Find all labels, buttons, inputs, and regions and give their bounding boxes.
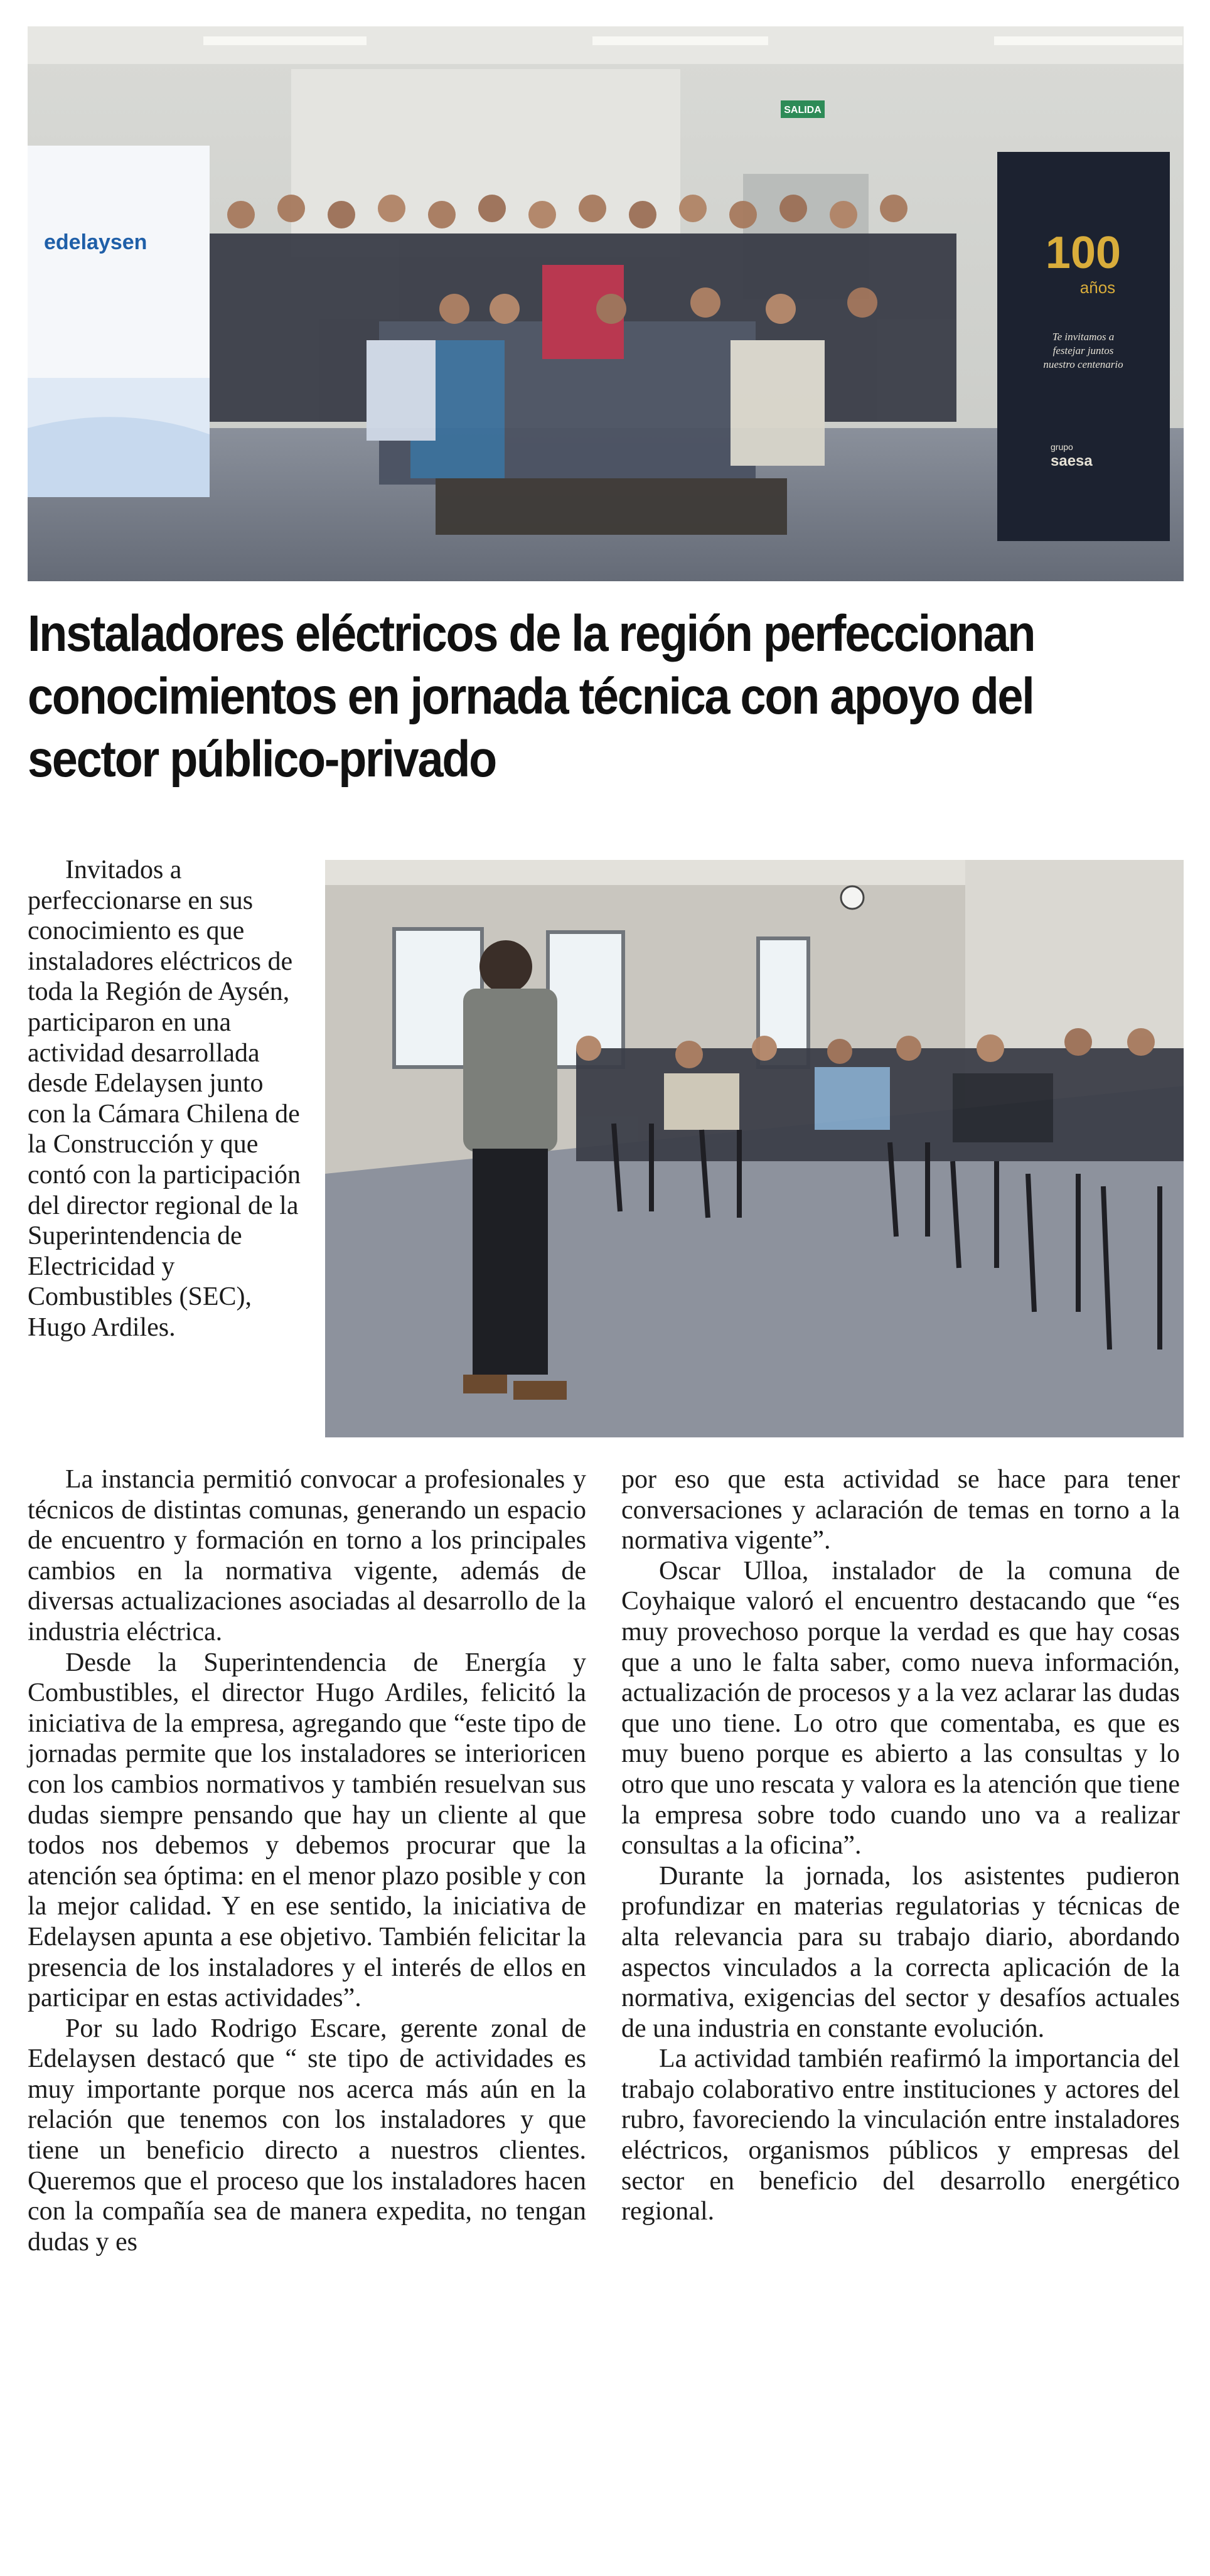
paragraph-2: La instancia permitió convocar a profesionales y técnicos de distintas comunas, generando un espacio de encuentro y formación en torno a los principales cambios en la normativa vigente, además de diversas actualizaciones asociadas al desarrollo de la industria eléctrica.: [28, 1465, 586, 1646]
tagline-3: nuestro centenario: [1043, 358, 1123, 370]
centenary-word: años: [1079, 278, 1116, 297]
tagline-2: festejar juntos: [1052, 345, 1114, 357]
group-photo: [28, 26, 1184, 581]
paragraph-4-continued: por eso que esta actividad se hace para tener conversaciones y aclaración de temas en torno a la normativa vigente”.: [621, 1465, 1180, 1555]
tagline-1: Te invitamos a: [1052, 331, 1115, 343]
article-column-left-top: [28, 855, 304, 1343]
article-column-left: [28, 1464, 586, 2257]
paragraph-4: Por su lado Rodrigo Escare, gerente zonal de Edelaysen destacó que “ ste tipo de actividades es muy importante porque nos acerca más aún en la relación que tenemos con los instaladores y que tiene un beneficio directo a nuestros clientes. Queremos que el proceso que los instaladores hacen con la compañía sea de manera expedita, no tengan dudas y es: [28, 2014, 586, 2257]
edelaysen-logo-text: edelaysen: [44, 230, 147, 254]
article-column-right: [621, 1464, 1180, 2227]
centenary-number: 100: [1045, 228, 1122, 278]
paragraph-6: Durante la jornada, los asistentes pudieron profundizar en materias regulatorias y técnicas de alta relevancia para su trabajo diario, abordando aspectos vinculados a la correcta aplicación de la normativa, exigencias del sector y desafíos actuales de una industria en constante evolución.: [621, 1861, 1180, 2043]
paragraph-7: La actividad también reafirmó la importancia del trabajo colaborativo entre instituciones y actores del rubro, favoreciendo la vinculación entre instaladores eléctricos, organismos públicos y empresas del sector en beneficio del desarrollo energético regional.: [621, 2044, 1180, 2226]
paragraph-1: Invitados a perfeccionarse en sus conocimiento es que instaladores eléctricos de toda la Región de Aysén, participaron en una actividad desarrollada desde Edelaysen junto con la Cámara Chilena de la Construcción y que contó con la participación del director regional de la Superintendencia de Electricidad y Combustibles (SEC), Hugo Ardiles.: [28, 856, 301, 1342]
paragraph-3: Desde la Superintendencia de Energía y Combustibles, el director Hugo Ardiles, felicitó la iniciativa de la empresa, agregando que “este tipo de jornadas permite que los instaladores se interioricen con los cambios normativos y también resuelvan sus dudas siempre pensando que hay un cliente al que todos nos debemos y debemos procurar que la atención sea óptima: en el menor plazo posible y con la mejor calidad. Y en ese sentido, la iniciativa de Edelaysen apunta a ese objetivo. También felicitar la presencia de los instaladores y el interés de ellos en participar en estas actividades”.: [28, 1648, 586, 2013]
saesa-group-label: grupo: [1051, 442, 1073, 452]
article-headline: Instaladores eléctricos de la región perfeccionan conocimientos en jornada técnica con apoyo del sector público-privado: [28, 605, 1035, 788]
saesa-logo-text: saesa: [1051, 453, 1093, 470]
exit-sign: SALIDA: [784, 105, 822, 115]
centenary-banner: [997, 152, 1170, 541]
edelaysen-banner: [28, 146, 210, 497]
meeting-photo: [325, 860, 1184, 1437]
paragraph-5: Oscar Ulloa, instalador de la comuna de Coyhaique valoró el encuentro destacando que “es muy provechoso porque la verdad es que hay cosas que a uno le falta saber, como nueva información, actualización de procesos y a la vez aclarar las dudas que uno tiene. Lo otro que comentaba, es que es muy bueno porque es abierto a las consultas y lo otro que uno rescata y valora es la atención que tiene la empresa sobre todo cuando uno va a realizar consultas a la oficina”.: [621, 1556, 1180, 1860]
